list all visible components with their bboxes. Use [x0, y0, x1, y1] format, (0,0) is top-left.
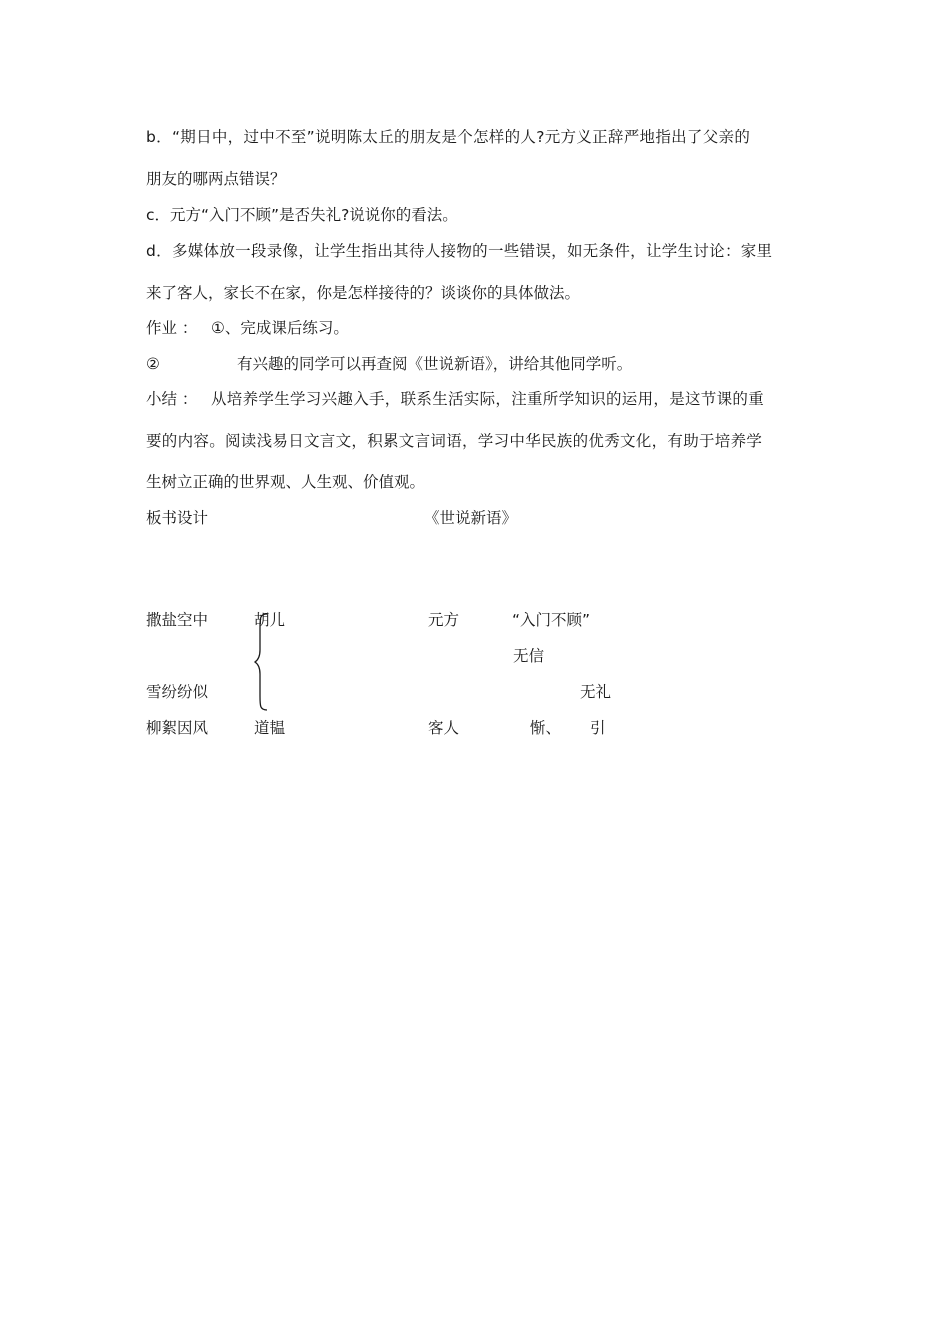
board-keren: 客人 [428, 719, 460, 737]
question-d-line2: 来了客人，家长不在家，你是怎样接待的？谈谈你的具体做法。 [146, 284, 581, 302]
board-wuxin: 无信 [513, 647, 545, 665]
summary-line3: 生树立正确的世界观、人生观、价值观。 [146, 473, 426, 491]
board-huer: 胡儿 [254, 611, 286, 629]
board-title: 《世说新语》 [424, 509, 518, 527]
homework-label: 作业 ： [146, 319, 198, 337]
board-yuanfang: 元方 [428, 611, 460, 629]
board-phrase-3: 柳絮因风 [146, 719, 209, 737]
summary-line2: 要的内容。阅读浅易日文言文，积累文言词语，学习中华民族的优秀文化，有助于培养学 [146, 432, 763, 450]
board-label: 板书设计 [146, 509, 209, 527]
question-d-line1: d．多媒体放一段录像，让学生指出其待人接物的一些错误，如无条件，让学生讨论：家里 [146, 242, 773, 260]
board-rumen-bugu: “入门不顾” [512, 611, 591, 629]
question-b-line1: b．“期日中，过中不至”说明陈太丘的朋友是个怎样的人?元方义正辞严地指出了父亲的 [146, 128, 751, 146]
homework-item-2-mark: ② [146, 355, 160, 373]
question-c: c．元方“入门不顾”是否失礼?说说你的看法。 [146, 206, 458, 224]
summary-label: 小结 ： [146, 390, 198, 408]
summary-line1: 从培养学生学习兴趣入手，联系生活实际，注重所学知识的运用，是这节课的重 [211, 390, 765, 408]
curly-brace-icon [254, 612, 274, 712]
board-phrase-2: 雪纷纷似 [146, 683, 209, 701]
homework-item-2-text: 有兴趣的同学可以再查阅《世说新语》，讲给其他同学听。 [237, 355, 633, 373]
question-b-line2: 朋友的哪两点错误？ [146, 170, 286, 188]
board-can: 惭、 [530, 719, 562, 737]
board-daoyun: 道韫 [254, 719, 286, 737]
board-wuli: 无礼 [580, 683, 612, 701]
homework-item-1: ①、完成课后练习。 [211, 319, 349, 337]
board-yin: 引 [590, 719, 606, 737]
board-phrase-1: 撒盐空中 [146, 611, 209, 629]
